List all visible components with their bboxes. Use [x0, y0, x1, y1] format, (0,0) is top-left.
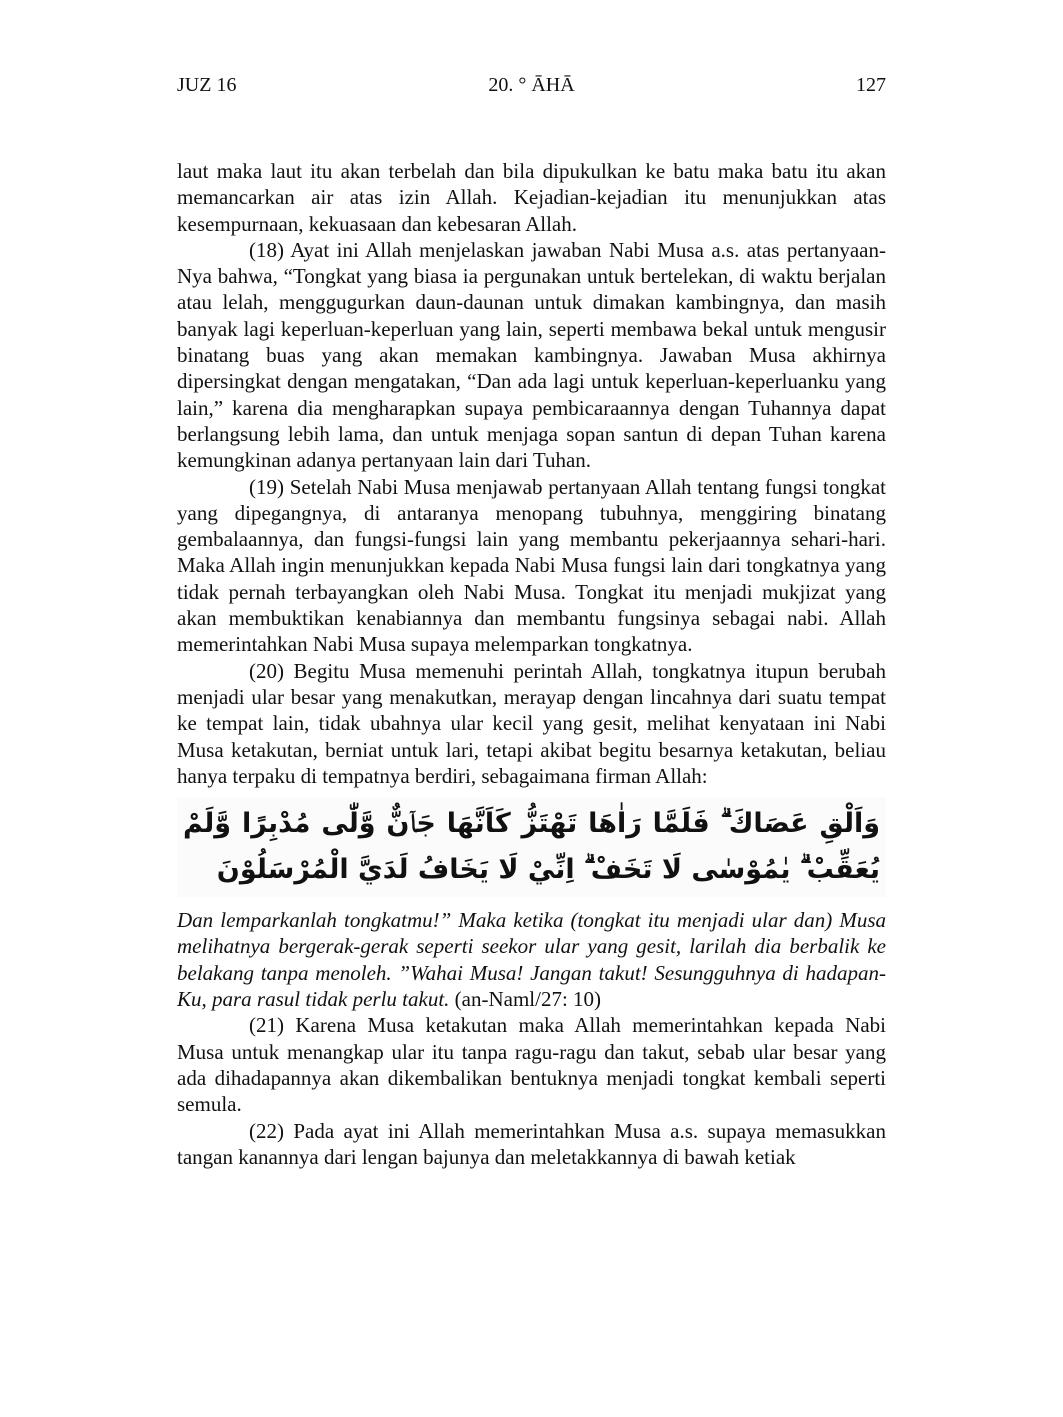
- running-header-juz: JUZ 16: [177, 74, 237, 96]
- page-body: [177, 158, 886, 1170]
- paragraph-18: (18) Ayat ini Allah menjelaskan jawaban Nabi Musa a.s. atas pertanyaan-Nya bahwa, “Tongkat yang biasa ia pergunakan untuk bertelekan, di waktu berjalan atau lelah, menggugurkan daun-daunan untuk dimakan kambingnya, dan masih banyak lagi keperluan-keperluan yang lain, seperti membawa bekal untuk mengusir binatang buas yang akan memakan kambingnya. Jawaban Musa akhirnya dipersingkat dengan mengatakan, “Dan ada lagi untuk keperluan-keperluanku yang lain,” karena dia mengharapkan supaya pembicaraannya dengan Tuhannya dapat berlangsung lebih lama, dan untuk menjaga sopan santun di depan Tuhan karena kemungkinan adanya pertanyaan lain dari Tuhan.: [177, 237, 886, 473]
- paragraph-21: (21) Karena Musa ketakutan maka Allah memerintahkan kepada Nabi Musa untuk menangkap ular itu tanpa ragu-ragu dan takut, sebab ular besar yang ada dihadapannya akan dikembalikan bentuknya menjadi tongkat kembali seperti semula.: [177, 1013, 886, 1117]
- translation-text: Dan lemparkanlah tongkatmu!” Maka ketika (tongkat itu menjadi ular dan) Musa melihatnya bergerak-gerak seperti seekor ular yang gesit, larilah dia berbalik ke belakang tanpa menoleh. ”Wahai Musa! Jangan takut! Sesungguhnya di hadapan-Ku, para rasul tidak perlu takut.: [177, 908, 886, 1012]
- verse-reference: (an-Naml/27: 10): [454, 987, 602, 1012]
- paragraph-20: (20) Begitu Musa memenuhi perintah Allah, tongkatnya itupun berubah menjadi ular besar yang menakutkan, merayap dengan lincahnya dari suatu tempat ke tempat lain, tidak ubahnya ular kecil yang gesit, melihat kenyataan ini Nabi Musa ketakutan, berniat untuk lari, tetapi akibat begitu besarnya ketakutan, beliau hanya terpaku di tempatnya berdiri, sebagaimana firman Allah:: [177, 658, 886, 788]
- verse-translation: [177, 907, 886, 1012]
- arabic-verse: وَاَلْقِ عَصَاكَ ۗ فَلَمَّا رَاٰهَا تَهْتَزُّ كَاَنَّهَا جَاۤنٌّ وَّلّٰى مُدْبِرًا وَّلَمْ يُعَقِّبْ ۗ يٰمُوْسٰى لَا تَخَفْ ۗ اِنِّيْ لَا يَخَافُ لَدَيَّ الْمُرْسَلُوْنَ: [177, 797, 886, 897]
- paragraph-22: (22) Pada ayat ini Allah memerintahkan Musa a.s. supaya memasukkan tangan kanannya dari lengan bajunya dan meletakkannya di bawah ketiak: [177, 1118, 886, 1169]
- paragraph-continuation: laut maka laut itu akan terbelah dan bila dipukulkan ke batu maka batu itu akan memancarkan air atas izin Allah. Kejadian-kejadian itu menunjukkan atas kesempurnaan, kekuasaan dan kebesaran Allah.: [177, 159, 886, 236]
- page-number: 127: [856, 74, 886, 96]
- paragraph-19: (19) Setelah Nabi Musa menjawab pertanyaan Allah tentang fungsi tongkat yang dipegangnya, di antaranya menopang tubuhnya, menggiring binatang gembalaannya, dan fungsi-fungsi lain yang membantu pekerjaannya sehari-hari. Maka Allah ingin menunjukkan kepada Nabi Musa fungsi lain dari tongkatnya yang tidak pernah terbayangkan oleh Nabi Musa. Tongkat itu menjadi mukjizat yang akan membuktikan kenabiannya dan membantu fungsinya sebagai nabi. Allah memerintahkan Nabi Musa supaya melemparkan tongkatnya.: [177, 474, 886, 657]
- running-header-surah: 20. ° ĀHĀ: [488, 74, 575, 96]
